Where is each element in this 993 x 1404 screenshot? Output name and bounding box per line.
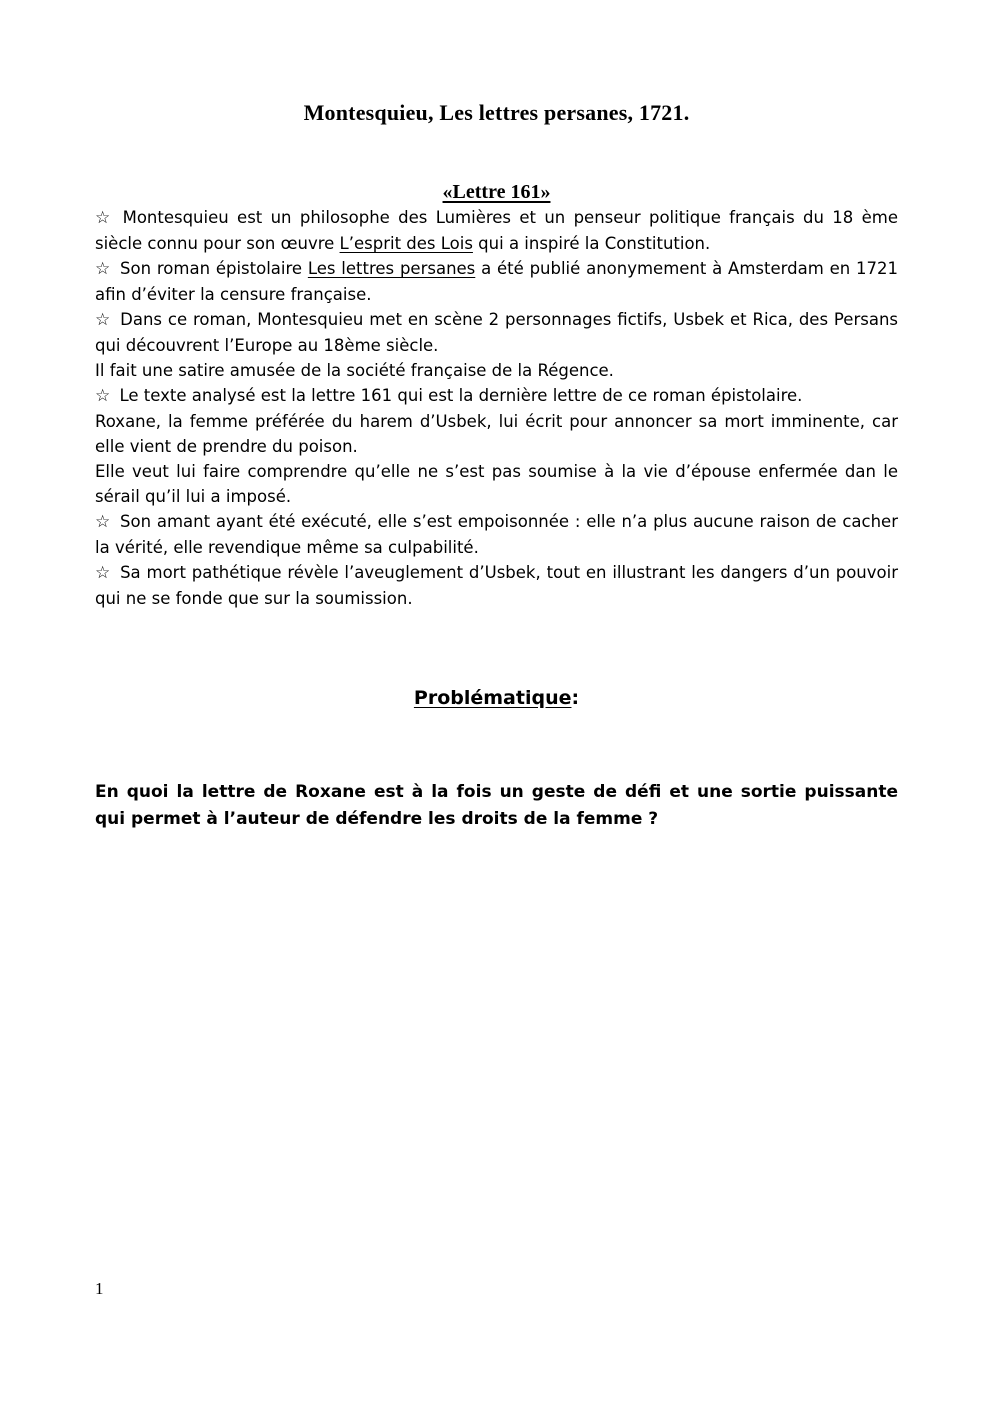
paragraph-text: Il fait une satire amusée de la société française de la Régence. [95,361,614,380]
page-number: 1 [95,1279,104,1298]
paragraph-text: Sa mort pathétique révèle l’aveuglement d’Usbek, tout en illustrant les dangers d’un pouvoir qui ne se fonde que sur la soumission. [95,563,898,608]
paragraph-letter-context [95,383,898,509]
paragraph-text: Son amant ayant été exécuté, elle s’est empoisonnée : elle n’a plus aucune raison de cacher la vérité, elle revendique même sa culpabilité. [95,512,898,557]
document-title: Montesquieu, Les lettres persanes, 1721. [303,100,690,125]
star-bullet-icon: ☆ [95,386,111,406]
problematique-heading [95,686,898,711]
paragraph-conclusion [95,560,898,611]
problematique-heading-label: Problématique [413,687,572,709]
paragraph-text: qui a inspiré la Constitution. [472,234,711,253]
star-bullet-icon: ☆ [95,563,111,583]
star-bullet-icon: ☆ [95,259,111,279]
paragraph-text: Montesquieu est un philosophe des Lumières et un penseur politique français du 18 ème siècle connu pour son œuvre [95,208,898,253]
paragraph-text: Roxane, la femme préférée du harem d’Usbek, lui écrit pour annoncer sa mort imminente, car elle vient de prendre du poison. [95,412,898,456]
paragraph-text: a été publié anonymement à Amsterdam en 1721 afin d’éviter la censure française. [95,259,898,304]
document-subtitle: «Lettre 161» [442,181,551,203]
underlined-work-title: L’esprit des Lois [339,234,473,253]
star-bullet-icon: ☆ [95,310,111,330]
paragraph-characters [95,307,898,383]
paragraph-text: Elle veut lui faire comprendre qu’elle ne s’est pas soumise à la vie d’épouse enfermée dan le sérail qu’il lui a imposé. [95,462,898,506]
paragraph-publication [95,256,898,307]
paragraph-text: Dans ce roman, Montesquieu met en scène 2 personnages fictifs, Usbek et Rica, des Persans qui découvrent l’Europe au 18ème siècle. [95,310,898,355]
underlined-work-title: Les lettres persanes [307,259,476,278]
problematique-heading-colon: : [571,687,580,709]
star-bullet-icon: ☆ [95,512,111,532]
paragraph-poisoning [95,509,898,560]
paragraph-author-intro [95,205,898,256]
star-bullet-icon: ☆ [95,208,111,228]
paragraph-text: Son roman épistolaire [114,259,308,278]
paragraph-text: Le texte analysé est la lettre 161 qui est la dernière lettre de ce roman épistolaire. [114,386,803,405]
problematique-question: En quoi la lettre de Roxane est à la fois un geste de défi et une sortie puissante qui permet à l’auteur de défendre les droits de la femme ? [95,782,898,829]
